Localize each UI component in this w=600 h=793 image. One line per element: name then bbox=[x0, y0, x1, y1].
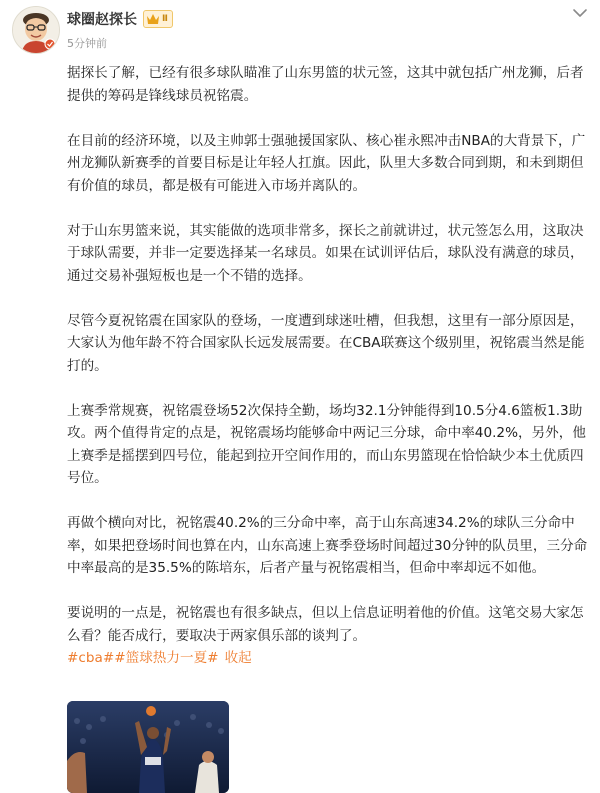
paragraph: 再做个横向对比，祝铭震40.2%的三分命中率，高于山东高速34.2%的球队三分命中率，如果把登场时间也算在内，山东高速上赛季登场时间超过30分钟的队员里，三分命中率最高的是35.5%的陈培东，后者产量与祝铭震相当，但命中率却远不如他。 bbox=[67, 515, 588, 576]
crown-badge-icon bbox=[146, 13, 160, 25]
paragraph: 在目前的经济环境，以及主帅郭士强驰援国家队、核心崔永熙冲击NBA的大背景下，广州龙狮队新赛季的首要目标是让年轻人扛旗。因此，队里大多数合同到期，和未到期但有价值的球员，都是极有可能进入市场并离队的。 bbox=[67, 132, 586, 194]
post-header bbox=[0, 0, 600, 60]
collapse-link[interactable]: 收起 bbox=[224, 650, 252, 666]
post-timestamp[interactable]: 5分钟前 bbox=[67, 37, 107, 50]
username-text[interactable]: 球圈赵探长 bbox=[67, 12, 137, 28]
paragraph: 据探长了解，已经有很多球队瞄准了山东男篮的状元签，这其中就包括广州龙狮，后者提供的筹码是锋线球员祝铭震。 bbox=[67, 65, 584, 104]
paragraph: 上赛季常规赛，祝铭震登场52次保持全勤，场均32.1分钟能得到10.5分4.6篮板1.3助攻。两个值得肯定的点是，祝铭震场均能够命中两记三分球，命中率40.2%，另外，他上赛季是摇摆到四号位，能起到拉开空间作用的，而山东男篮现在恰恰缺少本土优质四号位。 bbox=[67, 402, 586, 486]
chevron-down-icon[interactable] bbox=[571, 6, 589, 20]
avatar[interactable] bbox=[12, 6, 60, 54]
paragraph: 尽管今夏祝铭震在国家队的登场，一度遭到球迷吐槽，但我想，这里有一部分原因是，大家认为他年龄不符合国家队长远发展需要。在CBA联赛这个级别里，祝铭震当然是能打的。 bbox=[67, 312, 585, 374]
hashtag-link[interactable]: #cba# bbox=[67, 650, 115, 666]
basketball-photo bbox=[67, 701, 229, 793]
username[interactable] bbox=[67, 9, 173, 29]
cartoon-avatar-icon bbox=[13, 7, 59, 53]
paragraph: 对于山东男篮来说，其实能做的选项非常多，探长之前就讲过，状元签怎么用，这取决于球队需要，并非一定要选择某一名球员。如果在试训评估后，球队没有满意的球员，通过交易补强短板也是一个不错的选择。 bbox=[67, 222, 584, 284]
hashtag-row bbox=[67, 647, 592, 670]
hashtag-link[interactable]: #篮球热力一夏# bbox=[114, 650, 219, 666]
vip-level: Ⅱ bbox=[162, 14, 168, 24]
vip-badge[interactable] bbox=[143, 10, 173, 28]
post-content bbox=[67, 62, 592, 670]
post-image[interactable] bbox=[67, 701, 229, 793]
paragraph: 要说明的一点是，祝铭震也有很多缺点，但以上信息证明着他的价值。这笔交易大家怎么看？能否成行，要取决于两家俱乐部的谈判了。 bbox=[67, 605, 584, 644]
